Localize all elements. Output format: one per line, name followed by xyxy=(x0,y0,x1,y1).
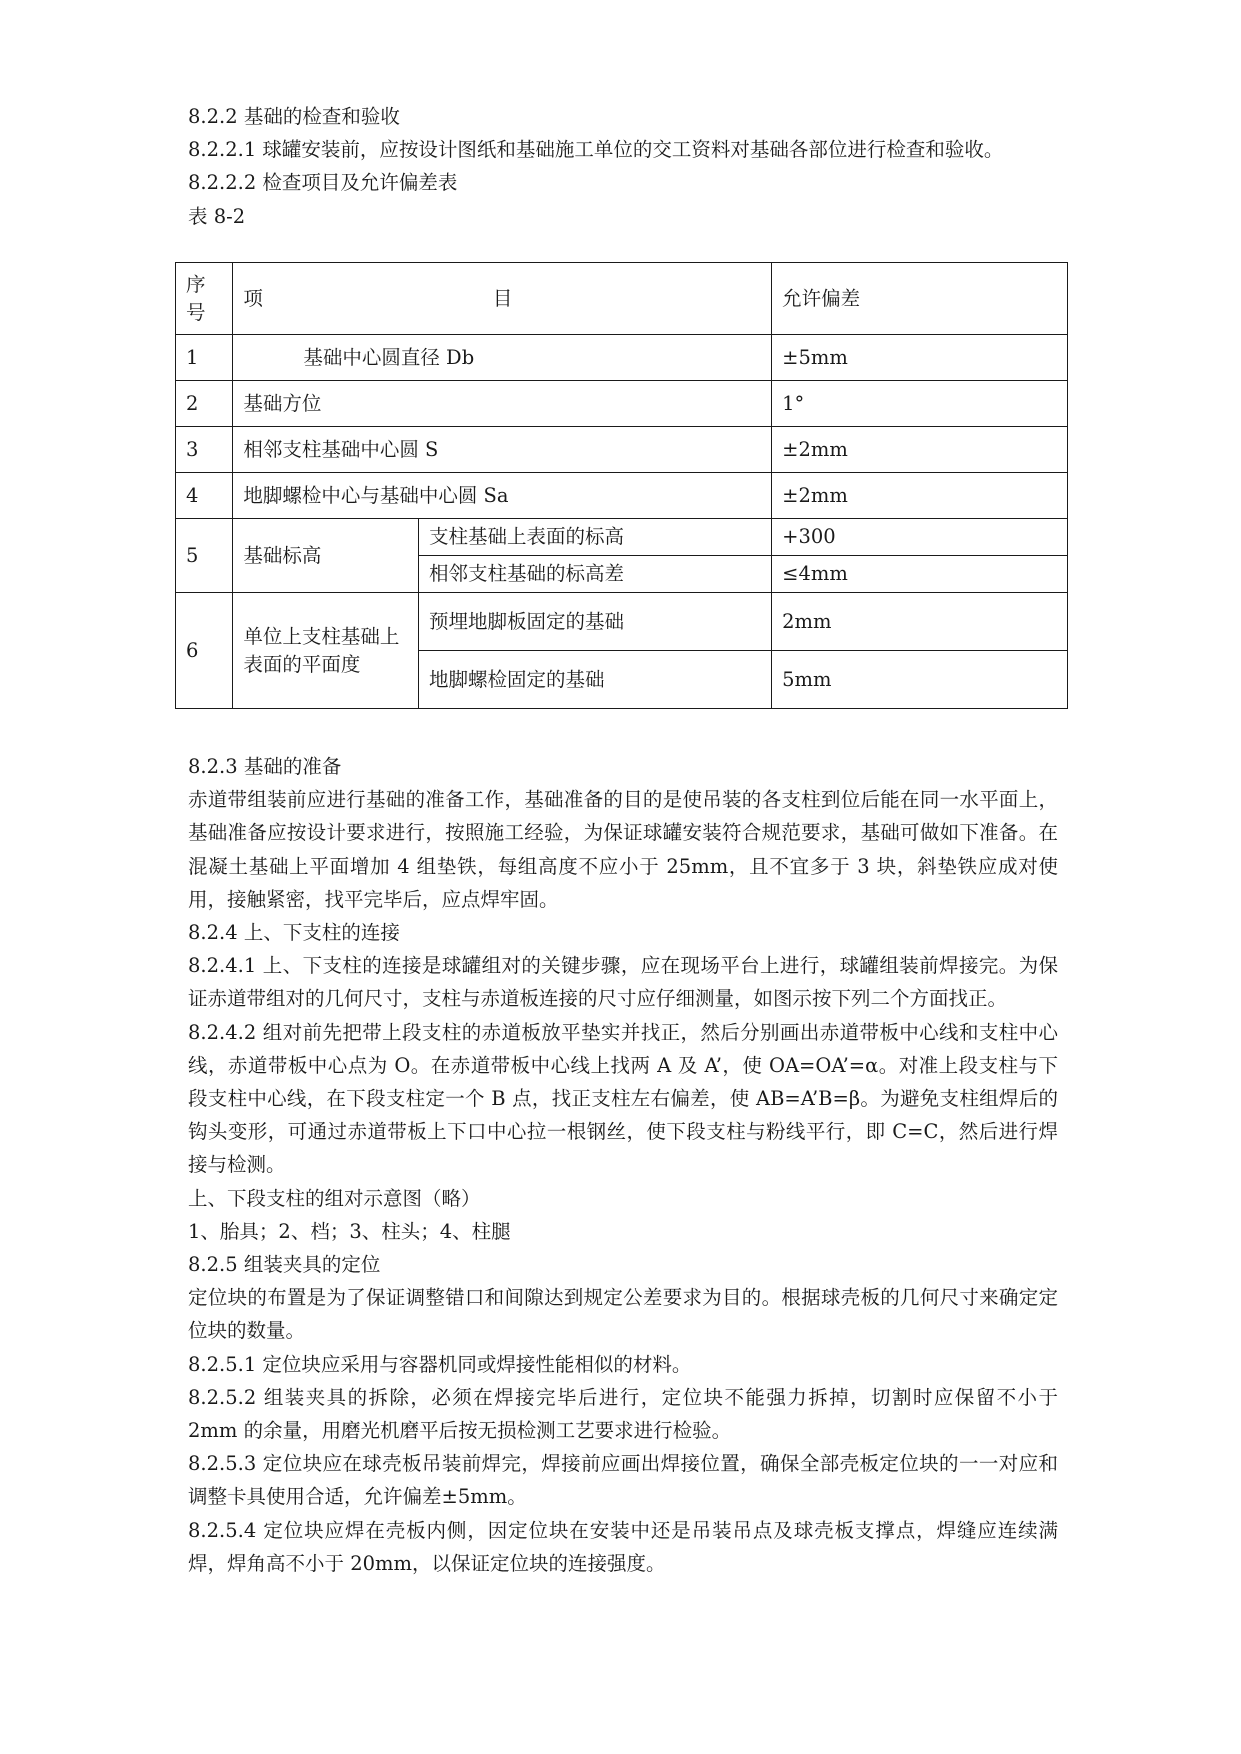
row-item: 相邻支柱基础中心圆 S xyxy=(233,427,772,473)
row-no: 2 xyxy=(176,381,233,427)
row-no: 4 xyxy=(176,473,233,519)
row-item: 地脚螺检中心与基础中心圆 Sa xyxy=(233,473,772,519)
table-row xyxy=(176,381,1068,427)
section-heading-822: 8.2.2 基础的检查和验收 xyxy=(188,105,400,128)
row-tolerance: ≤4mm xyxy=(772,556,1068,593)
row-tolerance: ±5mm xyxy=(772,335,1068,381)
paragraph-8221: 8.2.2.1 球罐安装前，应按设计图纸和基础施工单位的交工资料对基础各部位进行检查和验收。 xyxy=(188,138,1004,162)
table-caption: 表 8-2 xyxy=(188,204,246,228)
header-tolerance: 允许偏差 xyxy=(772,263,1068,335)
figure-note: 上、下段支柱的组对示意图（略） xyxy=(188,1186,481,1210)
table-row xyxy=(176,427,1068,473)
row-subitem: 地脚螺检固定的基础 xyxy=(418,651,771,709)
paragraph: 赤道带组装前应进行基础的准备工作，基础准备的目的是使吊装的各支柱到位后能在同一水平面上，基础准备应按设计要求进行，按照施工经验，为保证球罐安装符合规范要求，基础可做如下准备。在混凝土基础上平面增加 4 组垫铁，每组高度不应小于 25mm，且不宜多于 3 块，斜垫铁应成对使用，接触紧密，找平完毕后，应点焊牢固。 xyxy=(188,788,1058,911)
table-row xyxy=(176,519,1068,556)
row-item: 基础方位 xyxy=(233,381,772,427)
paragraph: 8.2.5.3 定位块应在球壳板吊装前焊完，焊接前应画出焊接位置，确保全部壳板定位块的一一对应和调整卡具使用合适，允许偏差±5mm。 xyxy=(188,1452,1058,1509)
header-item-left: 项 xyxy=(243,286,263,310)
row-item: 单位上支柱基础上表面的平面度 xyxy=(233,593,419,709)
table-header-row xyxy=(176,263,1068,335)
row-tolerance: 2mm xyxy=(772,593,1068,651)
paragraph: 8.2.5.4 定位块应焊在壳板内侧，因定位块在安装中还是吊装吊点及球壳板支撑点，焊缝应连续满焊，焊角高不小于 20mm，以保证定位块的连接强度。 xyxy=(188,1518,1058,1575)
paragraph: 定位块的布置是为了保证调整错口和间隙达到规定公差要求为目的。根据球壳板的几何尺寸来确定定位块的数量。 xyxy=(188,1286,1058,1343)
paragraph: 8.2.5.1 定位块应采用与容器机同或焊接性能相似的材料。 xyxy=(188,1352,692,1376)
row-subitem: 相邻支柱基础的标高差 xyxy=(418,556,771,593)
row-no: 5 xyxy=(176,519,233,593)
table-row xyxy=(176,335,1068,381)
table-row xyxy=(176,593,1068,651)
row-tolerance: ±2mm xyxy=(772,473,1068,519)
tolerance-table xyxy=(175,262,1068,709)
header-no: 序号 xyxy=(176,263,233,335)
header-item-right: 目 xyxy=(492,286,513,310)
row-tolerance: 1° xyxy=(772,381,1068,427)
row-tolerance: +300 xyxy=(772,519,1068,556)
section-heading-824: 8.2.4 上、下支柱的连接 xyxy=(188,921,400,945)
row-no: 3 xyxy=(176,427,233,473)
row-tolerance: 5mm xyxy=(772,651,1068,709)
figure-legend: 1、胎具；2、档；3、柱头；4、柱腿 xyxy=(188,1219,511,1243)
body-section xyxy=(188,750,1058,1580)
header-item xyxy=(233,263,772,335)
section-heading-825: 8.2.5 组装夹具的定位 xyxy=(188,1253,381,1277)
row-subitem: 预埋地脚板固定的基础 xyxy=(418,593,771,651)
section-heading-8222: 8.2.2.2 检查项目及允许偏差表 xyxy=(188,171,458,195)
table-row xyxy=(176,473,1068,519)
row-no: 1 xyxy=(176,335,233,381)
row-subitem: 支柱基础上表面的标高 xyxy=(418,519,771,556)
row-item: 基础中心圆直径 Db xyxy=(233,335,772,381)
row-no: 6 xyxy=(176,593,233,709)
paragraph: 8.2.4.2 组对前先把带上段支柱的赤道板放平垫实并找正，然后分别画出赤道带板中心线和支柱中心线，赤道带板中心点为 O。在赤道带板中心线上找两 A 及 A’，使 OA=OA’=α。对准上段支柱与下段支柱中心线，在下段支柱定一个 B 点，找正支柱左右偏差，使 AB=A’B=β。为避免支柱组焊后的钩头变形，可通过赤道带板上下口中心拉一根钢丝，使下段支柱与粉线平行，即 C=C，然后进行焊接与检测。 xyxy=(188,1020,1058,1177)
intro-section xyxy=(188,100,1058,233)
section-heading-823: 8.2.3 基础的准备 xyxy=(188,755,342,778)
row-tolerance: ±2mm xyxy=(772,427,1068,473)
paragraph: 8.2.4.1 上、下支柱的连接是球罐组对的关键步骤，应在现场平台上进行，球罐组装前焊接完。为保证赤道带组对的几何尺寸，支柱与赤道板连接的尺寸应仔细测量，如图示按下列二个方面找正。 xyxy=(188,954,1058,1011)
paragraph: 8.2.5.2 组装夹具的拆除，必须在焊接完毕后进行，定位块不能强力拆掉，切割时应保留不小于 2mm 的余量，用磨光机磨平后按无损检测工艺要求进行检验。 xyxy=(188,1385,1058,1443)
row-item: 基础标高 xyxy=(233,519,419,593)
